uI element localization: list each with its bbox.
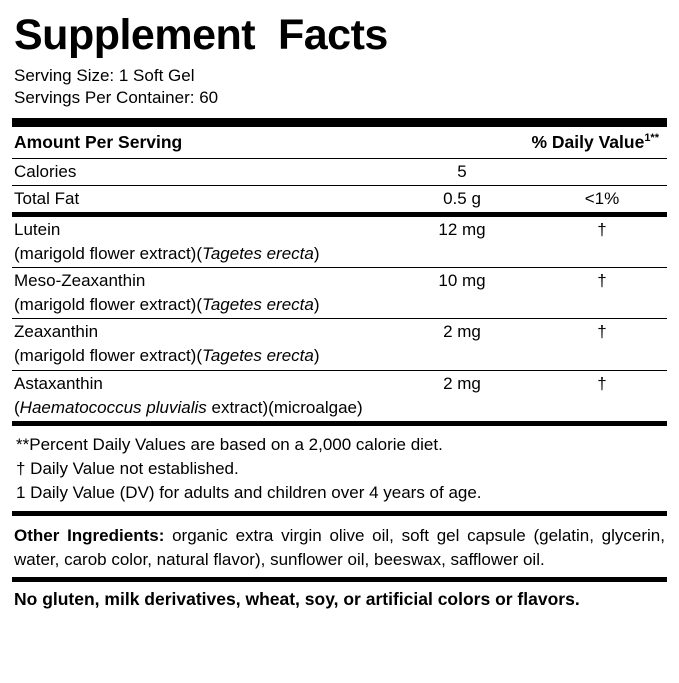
row-amount-calories: 5 <box>387 158 537 185</box>
row-source-lutein <box>12 243 667 268</box>
row-amount-astaxanthin: 2 mg <box>387 370 537 397</box>
table-row-calories <box>12 158 667 185</box>
table-row-lutein <box>12 217 667 243</box>
row-dv-zeaxanthin: † <box>537 319 667 346</box>
row-name-calories: Calories <box>12 158 387 185</box>
table-header-row <box>12 127 667 159</box>
daily-value-header <box>387 127 667 159</box>
row-source-meso-zeaxanthin-species: Tagetes erecta <box>202 295 314 315</box>
row-amount-lutein: 12 mg <box>438 219 486 239</box>
row-source-zeaxanthin-post: ) <box>313 346 320 366</box>
footnote-dagger: † Daily Value not established. <box>16 459 239 478</box>
footnote-dv-definition: 1 Daily Value (DV) for adults and children over 4 years of age. <box>16 483 482 503</box>
table-row-meso-zeaxanthin <box>12 268 667 295</box>
table-source-meso-zeaxanthin <box>12 294 667 319</box>
row-source-lutein-pre: (marigold flower extract)( <box>14 243 202 263</box>
row-dv-meso-zeaxanthin: † <box>537 268 667 295</box>
footnotes <box>12 426 667 511</box>
row-amount-meso-zeaxanthin: 10 mg <box>387 268 537 295</box>
other-ingredients-text: organic extra virgin olive oil, soft gel capsule (gelatin, glycerin, water, carob color, natural flavor), sunflower oil, beeswax, safflower oil. <box>14 526 665 569</box>
row-source-lutein-post: ) <box>313 243 320 263</box>
row-source-astaxanthin-species: Haematococcus pluvialis <box>19 397 207 417</box>
servings-per-container: Servings Per Container: 60 <box>14 88 219 108</box>
page-title: Supplement Facts <box>14 11 388 59</box>
nutrition-table <box>12 127 667 212</box>
row-amount-total-fat: 0.5 g <box>387 185 537 212</box>
table-row-total-fat <box>12 185 667 212</box>
row-dv-lutein: † <box>597 219 607 239</box>
row-dv-astaxanthin: † <box>537 370 667 397</box>
row-dv-total-fat: <1% <box>537 185 667 212</box>
divider-thick-top <box>12 118 667 127</box>
row-name-total-fat: Total Fat <box>12 185 387 212</box>
row-source-meso-zeaxanthin-post: ) <box>313 295 320 315</box>
actives-table <box>12 217 667 421</box>
table-source-astaxanthin <box>12 397 667 421</box>
row-dv-calories <box>537 158 667 185</box>
row-source-zeaxanthin-species: Tagetes erecta <box>202 346 314 366</box>
table-source-zeaxanthin <box>12 345 667 370</box>
daily-value-header-superscript: 1** <box>644 132 659 145</box>
row-name-zeaxanthin: Zeaxanthin <box>12 319 387 346</box>
serving-info <box>12 59 667 114</box>
table-row-astaxanthin <box>12 370 667 397</box>
table-source-lutein <box>12 243 667 268</box>
row-name-meso-zeaxanthin: Meso-Zeaxanthin <box>12 268 387 295</box>
row-source-astaxanthin-pre: ( <box>14 397 20 417</box>
serving-size: Serving Size: 1 Soft Gel <box>14 66 195 85</box>
row-source-meso-zeaxanthin-pre: (marigold flower extract)( <box>14 295 202 315</box>
other-ingredients-label: Other Ingredients: <box>14 526 165 546</box>
row-source-astaxanthin <box>12 397 667 421</box>
row-source-astaxanthin-post: extract)(microalgae) <box>206 397 363 417</box>
daily-value-header-label: % Daily Value <box>531 131 645 152</box>
table-row-zeaxanthin <box>12 319 667 346</box>
other-ingredients <box>12 516 667 577</box>
row-name-lutein: Lutein <box>14 219 61 239</box>
footnote-percent-dv: **Percent Daily Values are based on a 2,000 calorie diet. <box>16 434 443 454</box>
row-name-astaxanthin: Astaxanthin <box>12 370 387 397</box>
row-source-lutein-species: Tagetes erecta <box>202 243 314 263</box>
row-source-meso-zeaxanthin <box>12 294 667 319</box>
amount-per-serving-header: Amount Per Serving <box>14 131 183 152</box>
row-source-zeaxanthin <box>12 345 667 370</box>
row-source-zeaxanthin-pre: (marigold flower extract)( <box>14 346 202 366</box>
row-amount-zeaxanthin: 2 mg <box>387 319 537 346</box>
allergen-statement: No gluten, milk derivatives, wheat, soy, or artificial colors or flavors. <box>14 589 580 610</box>
